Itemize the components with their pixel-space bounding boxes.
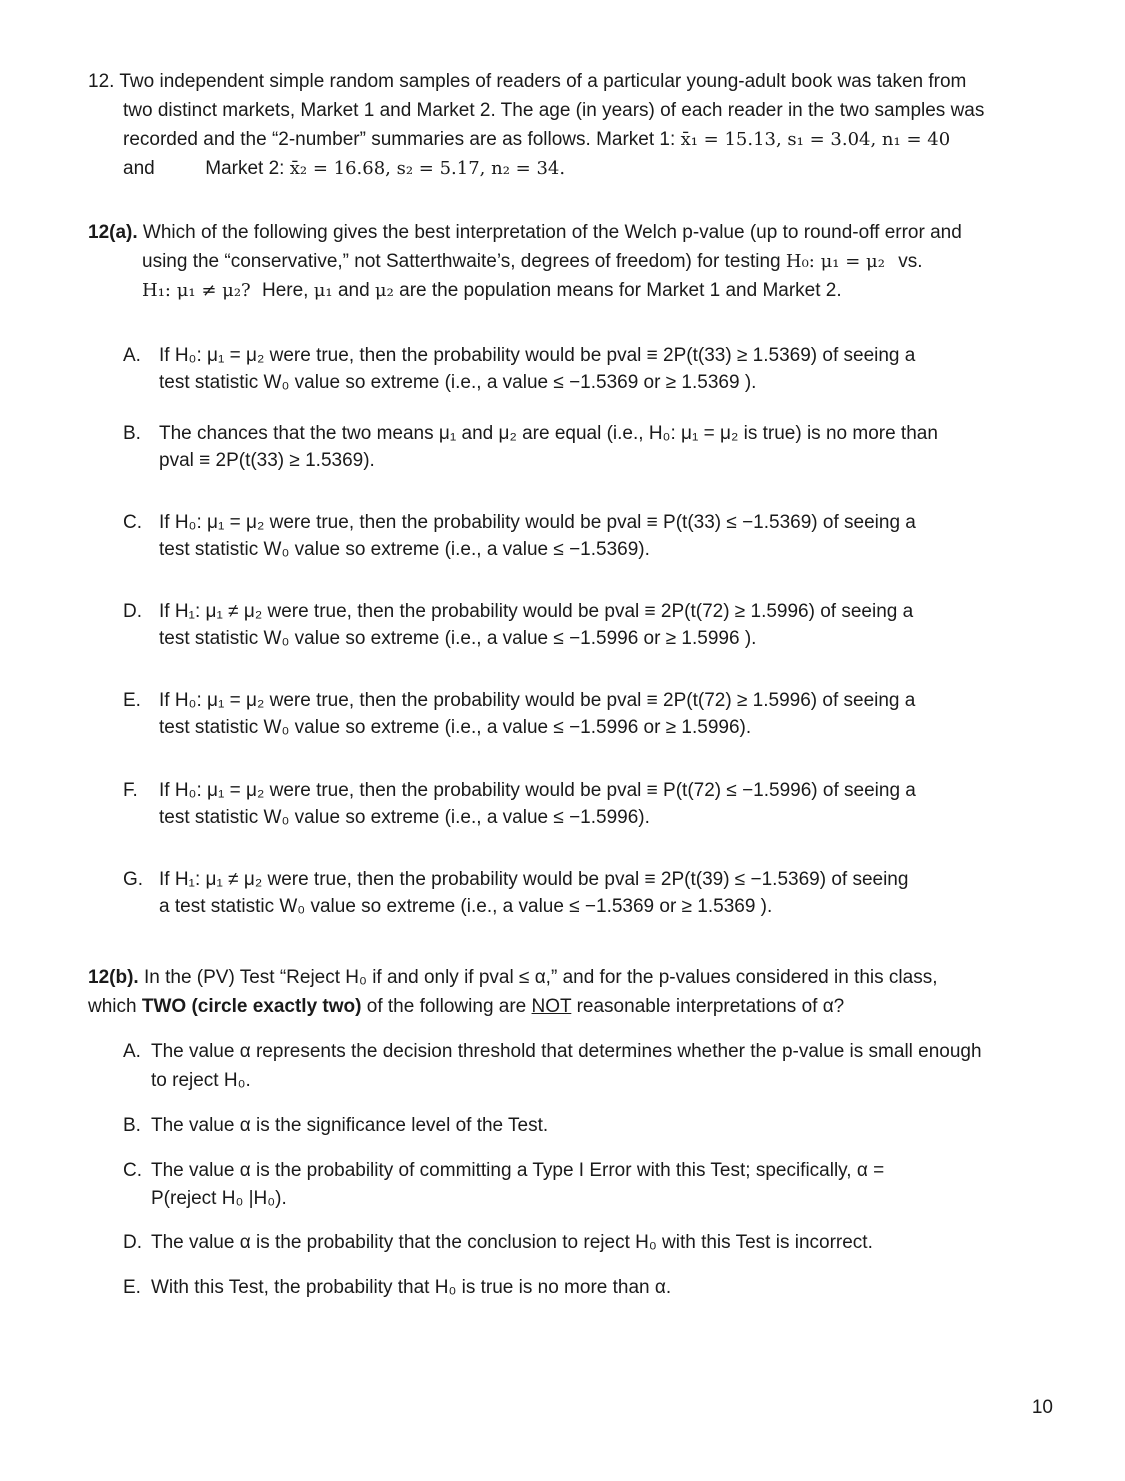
option-b-A-letter[interactable]: A. xyxy=(123,1041,141,1062)
option-b-D-line-1: The value α is the probability that the conclusion to reject H₀ with this Test is incorrect. xyxy=(151,1232,873,1253)
option-b-E-letter[interactable]: E. xyxy=(123,1277,141,1298)
option-a-B-line-1: The chances that the two means μ₁ and μ₂ are equal (i.e., H₀: μ₁ = μ₂ is true) is no more than xyxy=(159,423,938,444)
problem-number: 12. xyxy=(88,71,115,92)
option-b-A-line-1: The value α represents the decision threshold that determines whether the p-value is small enough xyxy=(151,1041,982,1062)
problem-12-line-1 xyxy=(88,70,966,94)
part-a-line-1: 12(a). Which of the following gives the best interpretation of the Welch p-value (up to round-off error and xyxy=(88,222,962,243)
option-a-D-letter[interactable]: D. xyxy=(123,601,142,622)
market-1-summary: x̄₁ = 15.13, s₁ = 3.04, n₁ = 40 xyxy=(680,129,951,150)
option-a-A-line-2: test statistic W₀ value so extreme (i.e., a value ≤ −1.5369 or ≥ 1.5369 ). xyxy=(159,372,757,393)
option-a-E-line-2: test statistic W₀ value so extreme (i.e., a value ≤ −1.5996 or ≥ 1.5996). xyxy=(159,717,752,738)
not-emphasis: NOT xyxy=(531,996,572,1017)
option-b-C-letter[interactable]: C. xyxy=(123,1160,142,1181)
part-a-label: 12(a). xyxy=(88,222,138,243)
part-b-line-2: which TWO (circle exactly two) of the following are NOT reasonable interpretations of α? xyxy=(88,996,845,1017)
option-b-E-line-1: With this Test, the probability that H₀ is true is no more than α. xyxy=(151,1277,672,1298)
option-a-G-line-1: If H₁: μ₁ ≠ μ₂ were true, then the probability would be pval ≡ 2P(t(39) ≤ −1.5369) of seeing xyxy=(159,869,909,890)
option-a-F-line-2: test statistic W₀ value so extreme (i.e., a value ≤ −1.5996). xyxy=(159,807,650,828)
option-b-B-line-1: The value α is the significance level of the Test. xyxy=(151,1115,549,1136)
option-a-D-line-2: test statistic W₀ value so extreme (i.e., a value ≤ −1.5996 or ≥ 1.5996 ). xyxy=(159,628,757,649)
problem-12-line-3: recorded and the “2-number” summaries are as follows. Market 1: x̄₁ = 15.13, s₁ = 3.04, n₁ = 40 xyxy=(123,129,951,150)
option-a-B-line-2: pval ≡ 2P(t(33) ≥ 1.5369). xyxy=(159,450,375,471)
option-a-A-line-1: If H₀: μ₁ = μ₂ were true, then the probability would be pval ≡ 2P(t(33) ≥ 1.5369) of seeing a xyxy=(159,345,916,366)
option-a-A-letter[interactable]: A. xyxy=(123,345,141,366)
option-a-D-line-1: If H₁: μ₁ ≠ μ₂ were true, then the probability would be pval ≡ 2P(t(72) ≥ 1.5996) of seeing a xyxy=(159,601,914,622)
problem-12-line-2: two distinct markets, Market 1 and Market 2. The age (in years) of each reader in the two samples was xyxy=(123,100,985,121)
part-a-line-3: H₁: μ₁ ≠ μ₂? Here, μ₁ and μ₂ are the population means for Market 1 and Market 2. xyxy=(142,280,842,301)
option-b-A-line-2: to reject H₀. xyxy=(151,1070,251,1091)
circle-instruction: TWO (circle exactly two) xyxy=(141,996,362,1017)
option-b-B-letter[interactable]: B. xyxy=(123,1115,141,1136)
problem-text: Two independent simple random samples of readers of a particular young-adult book was taken from xyxy=(119,71,967,92)
option-a-C-letter[interactable]: C. xyxy=(123,512,142,533)
option-a-B-letter[interactable]: B. xyxy=(123,423,141,444)
option-b-C-line-1: The value α is the probability of committing a Type I Error with this Test; specifically, α = xyxy=(151,1160,885,1181)
part-b-line-1: 12(b). In the (PV) Test “Reject H₀ if and only if pval ≤ α,” and for the p-values considered in this class, xyxy=(88,967,938,988)
option-b-C-line-2: P(reject H₀ |H₀). xyxy=(151,1188,287,1209)
market-2-summary: x̄₂ = 16.68, s₂ = 5.17, n₂ = 34. xyxy=(289,158,566,179)
option-a-F-line-1: If H₀: μ₁ = μ₂ were true, then the probability would be pval ≡ P(t(72) ≤ −1.5996) of seeing a xyxy=(159,780,916,801)
option-a-G-line-2: a test statistic W₀ value so extreme (i.e., a value ≤ −1.5369 or ≥ 1.5369 ). xyxy=(159,896,773,917)
option-b-D-letter[interactable]: D. xyxy=(123,1232,142,1253)
page-number: 10 xyxy=(1031,1397,1053,1418)
part-a-line-2: using the “conservative,” not Satterthwaite’s, degrees of freedom) for testing H₀: μ₁ = μ₂ vs. xyxy=(142,251,923,272)
option-a-G-letter[interactable]: G. xyxy=(123,869,144,890)
option-a-E-line-1: If H₀: μ₁ = μ₂ were true, then the probability would be pval ≡ 2P(t(72) ≥ 1.5996) of seeing a xyxy=(159,690,916,711)
option-a-E-letter[interactable]: E. xyxy=(123,690,141,711)
option-a-C-line-2: test statistic W₀ value so extreme (i.e., a value ≤ −1.5369). xyxy=(159,539,650,560)
part-b-label: 12(b). xyxy=(88,967,139,988)
option-a-C-line-1: If H₀: μ₁ = μ₂ were true, then the probability would be pval ≡ P(t(33) ≤ −1.5369) of seeing a xyxy=(159,512,916,533)
option-a-F-letter[interactable]: F. xyxy=(123,780,138,801)
problem-12-line-4: and Market 2: x̄₂ = 16.68, s₂ = 5.17, n₂ = 34. xyxy=(123,158,566,179)
